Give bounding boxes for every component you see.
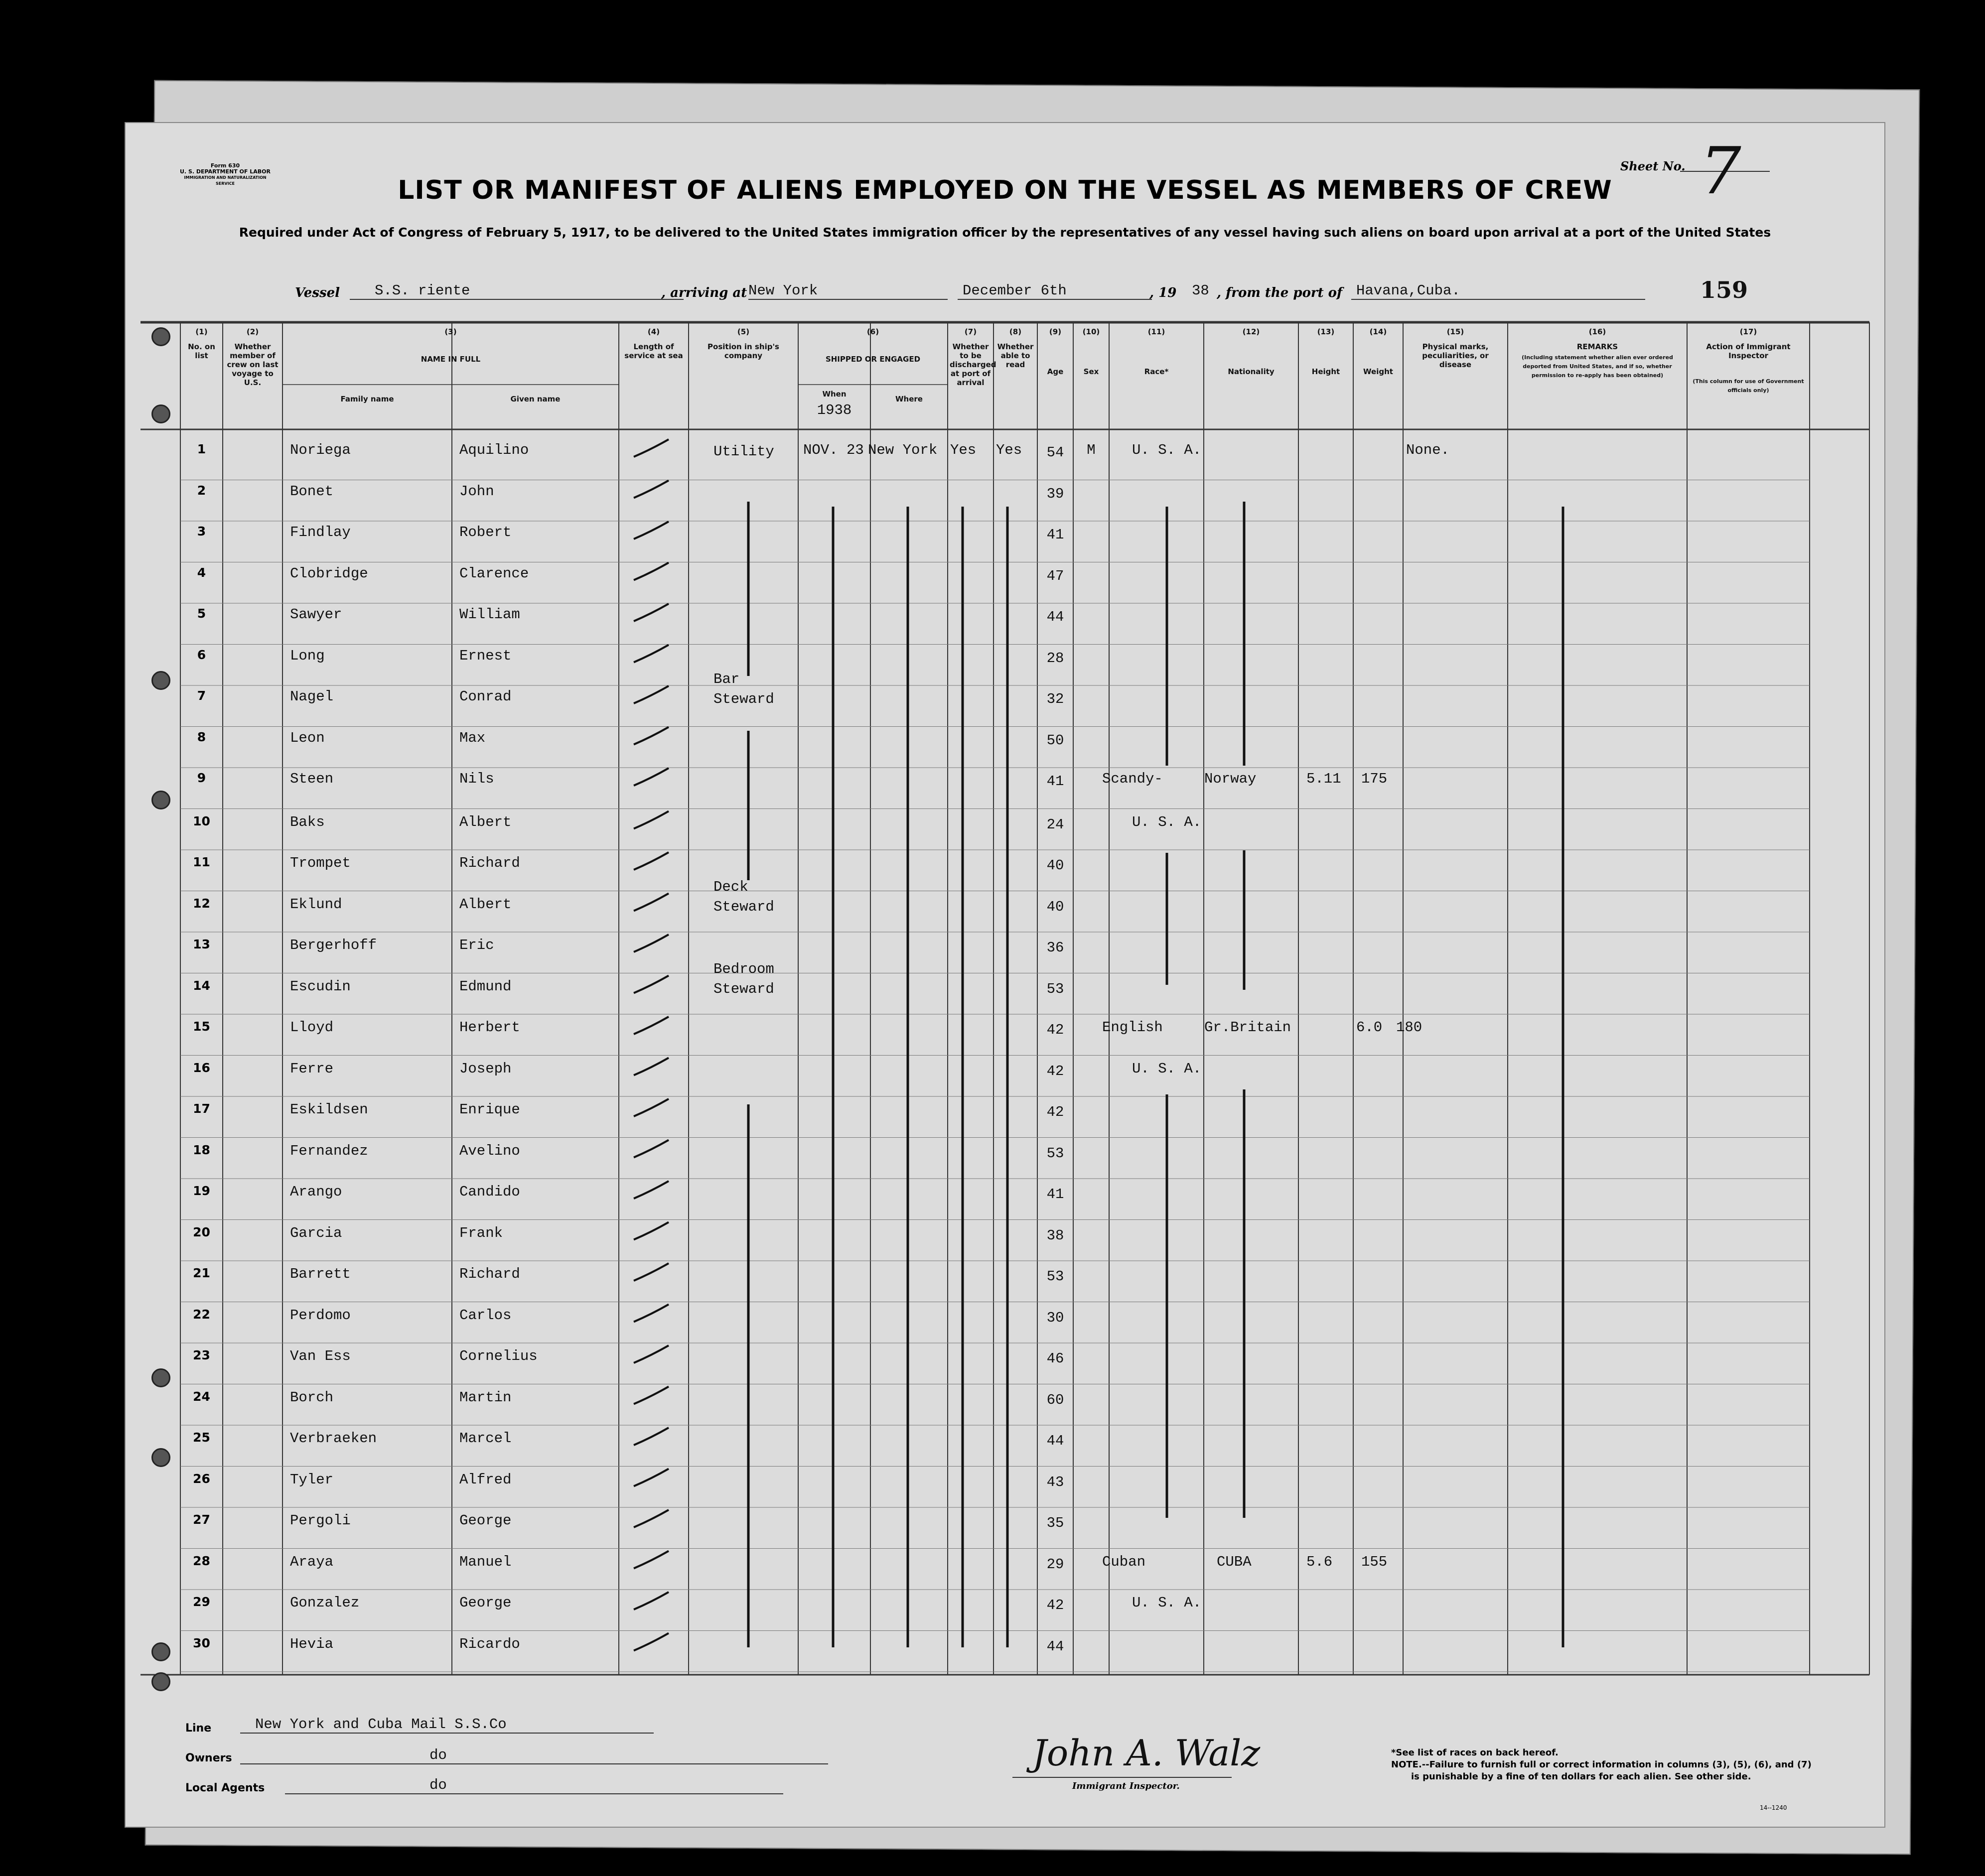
service-check-mark — [634, 645, 669, 663]
row-number: 4 — [197, 565, 206, 580]
family-name-cell: Pergoli — [290, 1512, 351, 1529]
weight-cell: 175 — [1361, 771, 1388, 787]
given-name-cell: Albert — [459, 813, 512, 830]
service-check-mark — [634, 852, 669, 870]
inspector-label: Immigrant Inspector. — [1072, 1781, 1180, 1791]
family-name-cell: Lloyd — [290, 1019, 334, 1036]
family-name-cell: Arango — [290, 1184, 342, 1200]
service-check-mark — [634, 976, 669, 993]
age-cell: 46 — [1046, 1350, 1064, 1367]
arriving-label: , arriving at — [661, 285, 747, 300]
form-subtitle: Required under Act of Congress of February 5, 1917, to be delivered to the United States immigration officer by the representatives of any vessel having such aliens on board upon arrival at a port of the United States — [239, 225, 1771, 240]
service-check-mark — [634, 1387, 669, 1404]
col-c4-number: (4) — [647, 327, 660, 336]
service-check-mark — [634, 727, 669, 745]
punch-hole — [151, 1642, 170, 1661]
given-name-cell: Ernest — [459, 647, 512, 664]
col-c7-label: Whether to be discharged at port of arrival — [950, 342, 996, 387]
family-name-cell: Tyler — [290, 1471, 334, 1488]
service-check-mark — [634, 1633, 669, 1651]
given-name-cell: Nils — [459, 771, 494, 787]
age-cell: 41 — [1046, 773, 1064, 790]
service-check-mark — [634, 768, 669, 786]
discharged-cell: Yes — [950, 442, 977, 458]
punch-hole — [151, 791, 170, 809]
age-cell: 30 — [1046, 1309, 1064, 1326]
agents-value: do — [285, 1777, 783, 1794]
service-check-mark — [634, 1263, 669, 1281]
row-number: 6 — [197, 647, 206, 662]
given-name-cell: Ricardo — [459, 1635, 520, 1652]
given-name-cell: Eric — [459, 937, 494, 953]
row-number: 25 — [193, 1430, 210, 1445]
from-port: Havana,Cuba. — [1351, 282, 1645, 300]
service-check-mark — [634, 686, 669, 703]
row-number: 1 — [197, 442, 206, 456]
family-name-cell: Garcia — [290, 1224, 342, 1241]
age-cell: 40 — [1046, 898, 1064, 915]
service-check-mark — [634, 604, 669, 621]
age-cell: 40 — [1046, 857, 1064, 874]
form-number: Form 630 — [210, 162, 240, 169]
col-c12-label: Nationality — [1228, 367, 1275, 376]
row-number: 10 — [193, 813, 210, 828]
height-cell: 5.6 — [1306, 1553, 1333, 1570]
page-number: 159 — [1700, 276, 1748, 303]
col-c6-label: SHIPPED OR ENGAGED — [825, 355, 921, 364]
age-cell: 39 — [1046, 485, 1064, 502]
service-check-mark — [634, 1592, 669, 1609]
family-name-cell: Gonzalez — [290, 1595, 360, 1611]
family-name-cell: Escudin — [290, 978, 351, 995]
age-cell: 35 — [1046, 1515, 1064, 1531]
service-check-mark — [634, 894, 669, 911]
height-cell: 5.11 — [1306, 771, 1341, 787]
age-cell: 42 — [1046, 1063, 1064, 1079]
row-number: 3 — [197, 524, 206, 538]
sheet-number: 7 — [1700, 133, 1741, 209]
family-name-cell: Bergerhoff — [290, 937, 377, 953]
service-check-mark — [634, 522, 669, 539]
race-cell: English — [1102, 1019, 1163, 1036]
age-cell: 50 — [1046, 732, 1064, 749]
col-c1-label: No. on list — [188, 342, 215, 360]
given-name-cell: Herbert — [459, 1019, 520, 1036]
row-number: 16 — [193, 1060, 210, 1075]
col-when-year: 1938 — [817, 402, 852, 418]
row-number: 24 — [193, 1389, 210, 1404]
col-c15-number: (15) — [1446, 327, 1464, 336]
col-c16-sublabel: (Including statement whether alien ever ordered deported from United States, and if so, whether permission to re-apply has been obtained) — [1522, 354, 1673, 379]
col-c10-label: Sex — [1083, 367, 1099, 376]
row-number: 13 — [193, 937, 210, 951]
family-name-cell: Perdomo — [290, 1307, 351, 1324]
service-check-mark — [634, 439, 669, 457]
given-name-cell: George — [459, 1595, 512, 1611]
given-name-cell: Conrad — [459, 688, 512, 705]
age-cell: 29 — [1046, 1556, 1064, 1573]
height-cell: 6.0 — [1356, 1019, 1383, 1036]
col-c2-label: Whether member of crew on last voyage to U.S. — [227, 342, 279, 387]
physical-marks-cell: None. — [1406, 442, 1450, 458]
age-cell: 47 — [1046, 567, 1064, 584]
col-c13-label: Height — [1311, 367, 1340, 376]
owners-label: Owners — [185, 1752, 232, 1764]
age-cell: 44 — [1046, 609, 1064, 625]
sheet-no-label: Sheet No. — [1620, 159, 1686, 173]
nationality-cell: CUBA — [1217, 1553, 1252, 1570]
row-number: 17 — [193, 1101, 210, 1116]
service-check-mark — [634, 1181, 669, 1199]
shipped-where-cell: New York — [868, 442, 938, 458]
col-c14-label: Weight — [1363, 367, 1393, 376]
footnotes — [1391, 1747, 1840, 1783]
family-name-cell: Nagel — [290, 688, 334, 705]
family-name-cell: Ferre — [290, 1060, 334, 1077]
position-cell: Deck Steward — [713, 878, 774, 915]
family-name-cell: Eklund — [290, 896, 342, 913]
position-cell: Bar Steward — [713, 671, 774, 707]
row-number: 15 — [193, 1019, 210, 1034]
inspector-signature: John A. Walz — [1032, 1732, 1261, 1774]
race-cell: Cuban — [1102, 1553, 1146, 1570]
given-name-cell: Edmund — [459, 978, 512, 995]
family-name-cell: Bonet — [290, 483, 334, 500]
given-name-cell: Alfred — [459, 1471, 512, 1488]
col-c14-number: (14) — [1369, 327, 1387, 336]
service-check-mark — [634, 1469, 669, 1486]
row-number: 22 — [193, 1307, 210, 1322]
service-check-mark — [634, 563, 669, 580]
col-c11-number: (11) — [1147, 327, 1165, 336]
col-c4-label: Length of service at sea — [624, 342, 683, 360]
service-check-mark — [634, 481, 669, 498]
able-to-read-cell: Yes — [996, 442, 1022, 458]
service-check-mark — [634, 1058, 669, 1075]
given-name-cell: Albert — [459, 896, 512, 913]
family-name-cell: Araya — [290, 1553, 334, 1570]
row-number: 8 — [197, 729, 206, 744]
service-check-mark — [634, 1140, 669, 1158]
age-cell: 41 — [1046, 1186, 1064, 1203]
footer — [185, 1707, 1830, 1822]
age-cell: 42 — [1046, 1104, 1064, 1120]
given-name-cell: Max — [459, 729, 486, 746]
age-cell: 42 — [1046, 1597, 1064, 1613]
family-name-cell: Trompet — [290, 855, 351, 871]
age-cell: 28 — [1046, 650, 1064, 667]
given-name-cell: Clarence — [459, 565, 529, 582]
given-name-cell: Carlos — [459, 1307, 512, 1324]
col-c6-number: (6) — [866, 327, 879, 336]
service-check-mark — [634, 1099, 669, 1116]
line-value: New York and Cuba Mail S.S.Co — [240, 1716, 654, 1734]
row-number: 2 — [197, 483, 206, 498]
from-label: , from the port of — [1217, 285, 1343, 300]
service-check-mark — [634, 935, 669, 952]
shipped-when-cell: NOV. 23 — [803, 442, 864, 458]
given-name-cell: Enrique — [459, 1101, 520, 1118]
vessel-name: S.S. riente — [350, 282, 684, 300]
family-name-cell: Noriega — [290, 442, 351, 458]
given-name-cell: Richard — [459, 1266, 520, 1282]
footnote-penalty: NOTE.--Failure to furnish full or correct information in columns (3), (5), (6), and (7) — [1391, 1759, 1812, 1770]
position-cell: Bedroom Steward — [713, 960, 774, 997]
given-name-cell: Robert — [459, 524, 512, 540]
col-c3-number: (3) — [444, 327, 457, 336]
row-number: 28 — [193, 1553, 210, 1568]
given-name-cell: William — [459, 606, 520, 623]
given-name-cell: Frank — [459, 1224, 503, 1241]
service-check-mark — [634, 1428, 669, 1445]
race-cell: U. S. A. — [1132, 442, 1202, 458]
col-family-name: Family name — [340, 395, 394, 403]
col-given-name: Given name — [510, 395, 561, 403]
given-name-cell: Martin — [459, 1389, 512, 1406]
age-cell: 53 — [1046, 980, 1064, 997]
family-name-cell: Van Ess — [290, 1348, 351, 1364]
signature-line — [1012, 1777, 1232, 1778]
manifest-sheet — [125, 122, 1885, 1828]
row-number: 29 — [193, 1595, 210, 1609]
agents-label: Local Agents — [185, 1782, 265, 1794]
age-cell: 53 — [1046, 1145, 1064, 1162]
family-name-cell: Baks — [290, 813, 325, 830]
family-name-cell: Barrett — [290, 1266, 351, 1282]
punch-hole — [151, 671, 170, 690]
given-name-cell: Avelino — [459, 1142, 520, 1159]
row-number: 11 — [193, 855, 210, 869]
given-name-cell: Aquilino — [459, 442, 529, 458]
nationality-cell: Norway — [1204, 771, 1257, 787]
race-cell: U. S. A. — [1132, 1595, 1202, 1611]
age-cell: 24 — [1046, 816, 1064, 833]
family-name-cell: Hevia — [290, 1635, 334, 1652]
col-c7-number: (7) — [964, 327, 977, 336]
row-number: 26 — [193, 1471, 210, 1486]
weight-cell: 180 — [1396, 1019, 1422, 1036]
given-name-cell: Manuel — [459, 1553, 512, 1570]
row-number: 14 — [193, 978, 210, 993]
col-c8-number: (8) — [1009, 327, 1022, 336]
form-title: LIST OR MANIFEST OF ALIENS EMPLOYED ON THE VESSEL AS MEMBERS OF CREW — [398, 175, 1612, 205]
race-cell: Scandy- — [1102, 771, 1163, 787]
col-c1-number: (1) — [195, 327, 208, 336]
service-check-mark — [634, 1222, 669, 1240]
col-c9-number: (9) — [1049, 327, 1062, 336]
col-when: When — [822, 390, 847, 399]
col-c13-number: (13) — [1317, 327, 1335, 336]
row-number: 27 — [193, 1512, 210, 1527]
family-name-cell: Leon — [290, 729, 325, 746]
age-cell: 42 — [1046, 1022, 1064, 1038]
col-c5-number: (5) — [737, 327, 750, 336]
row-number: 5 — [197, 606, 206, 621]
age-cell: 53 — [1046, 1268, 1064, 1285]
service-check-mark — [634, 1345, 669, 1363]
col-c10-number: (10) — [1082, 327, 1100, 336]
sex-cell: M — [1087, 442, 1096, 458]
col-c2-number: (2) — [246, 327, 259, 336]
age-cell: 43 — [1046, 1474, 1064, 1490]
punch-hole — [151, 1448, 170, 1467]
age-cell: 60 — [1046, 1391, 1064, 1408]
race-cell: U. S. A. — [1132, 1060, 1202, 1077]
punch-hole — [151, 1368, 170, 1387]
age-cell: 36 — [1046, 939, 1064, 956]
col-c3-label: NAME IN FULL — [421, 355, 481, 364]
row-number: 18 — [193, 1142, 210, 1157]
position-cell: Utility — [713, 443, 774, 460]
family-name-cell: Steen — [290, 771, 334, 787]
col-c17-number: (17) — [1739, 327, 1757, 336]
family-name-cell: Verbraeken — [290, 1430, 377, 1447]
punch-hole — [151, 404, 170, 423]
footnote-penalty-cont: is punishable by a fine of ten dollars for each alien. See other side. — [1411, 1771, 1751, 1782]
race-cell: U. S. A. — [1132, 813, 1202, 830]
given-name-cell: Richard — [459, 855, 520, 871]
punch-hole — [151, 1672, 170, 1691]
row-number: 9 — [197, 771, 206, 785]
col-c16-number: (16) — [1588, 327, 1606, 336]
age-cell: 32 — [1046, 691, 1064, 707]
family-name-cell: Sawyer — [290, 606, 342, 623]
row-number: 7 — [197, 688, 206, 703]
service-check-mark — [634, 1017, 669, 1034]
col-c17-label: Action of Immigrant Inspector — [1706, 342, 1791, 360]
col-c5-label: Position in ship's company — [708, 342, 779, 360]
owners-value: do — [240, 1747, 828, 1764]
family-name-cell: Findlay — [290, 524, 351, 540]
print-code: 14--1240 — [1760, 1804, 1787, 1811]
line-label: Line — [185, 1722, 212, 1735]
service-check-mark — [634, 1510, 669, 1527]
row-number: 30 — [193, 1635, 210, 1650]
row-number: 23 — [193, 1348, 210, 1362]
given-name-cell: John — [459, 483, 494, 500]
given-name-cell: Cornelius — [459, 1348, 538, 1364]
family-name-cell: Borch — [290, 1389, 334, 1406]
given-name-cell: Marcel — [459, 1430, 512, 1447]
age-cell: 44 — [1046, 1433, 1064, 1449]
col-c9-label: Age — [1047, 367, 1064, 376]
col-c8-label: Whether able to read — [997, 342, 1034, 369]
nationality-cell: Gr.Britain — [1204, 1019, 1291, 1036]
col-c17-sublabel: (This column for use of Government officials only) — [1693, 378, 1804, 394]
row-number: 19 — [193, 1184, 210, 1198]
age-cell: 44 — [1046, 1638, 1064, 1655]
row-number: 20 — [193, 1224, 210, 1239]
footnote-races: *See list of races on back hereof. — [1391, 1747, 1559, 1758]
given-name-cell: Candido — [459, 1184, 520, 1200]
agency-name: U. S. DEPARTMENT OF LABOR — [180, 168, 271, 175]
family-name-cell: Long — [290, 647, 325, 664]
col-c16-label: REMARKS — [1576, 342, 1618, 351]
given-name-cell: Joseph — [459, 1060, 512, 1077]
family-name-cell: Fernandez — [290, 1142, 368, 1159]
weight-cell: 155 — [1361, 1553, 1388, 1570]
given-name-cell: George — [459, 1512, 512, 1529]
service-check-mark — [634, 811, 669, 829]
age-cell: 54 — [1046, 444, 1064, 461]
service-name: IMMIGRATION AND NATURALIZATION SERVICE — [184, 175, 267, 186]
service-check-mark — [634, 1305, 669, 1322]
col-c12-number: (12) — [1242, 327, 1260, 336]
arrival-date: December 6th — [958, 282, 1152, 300]
age-cell: 38 — [1046, 1227, 1064, 1244]
service-check-mark — [634, 1551, 669, 1569]
year-label: , 19 — [1149, 285, 1177, 300]
arrival-year: 38 — [1192, 282, 1209, 299]
family-name-cell: Eskildsen — [290, 1101, 368, 1118]
col-c11-label: Race* — [1144, 367, 1169, 376]
row-number: 12 — [193, 896, 210, 911]
col-where: Where — [895, 395, 923, 403]
row-number: 21 — [193, 1266, 210, 1280]
family-name-cell: Clobridge — [290, 565, 368, 582]
col-c15-label: Physical marks, peculiarities, or disease — [1422, 342, 1489, 369]
vessel-label: Vessel — [295, 285, 340, 300]
age-cell: 41 — [1046, 527, 1064, 543]
arrival-port: New York — [748, 282, 948, 300]
punch-hole — [151, 327, 170, 346]
